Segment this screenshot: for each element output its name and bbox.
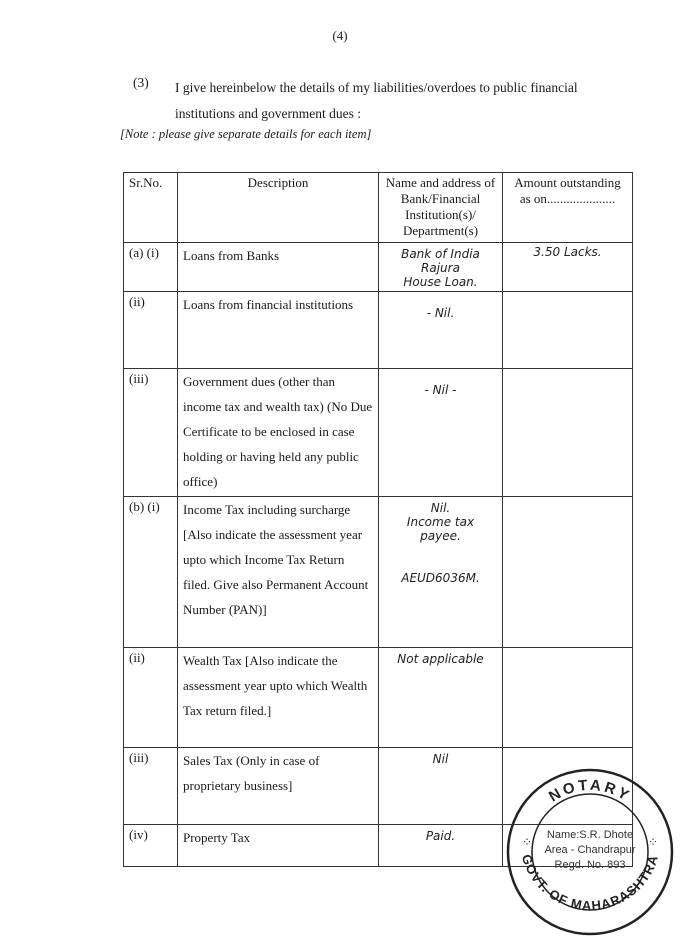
stamp-text: Regd. No. 893 — [554, 859, 626, 871]
stamp-text: Name:S.R. Dhote — [546, 829, 634, 841]
section-number: (3) — [133, 75, 149, 90]
svg-text:NOTARY — [546, 777, 634, 806]
amount — [503, 648, 633, 748]
table-row — [124, 369, 633, 497]
handwritten-line: Rajura — [421, 261, 460, 275]
description: Wealth Tax [Also indicate the assessment year upto which Wealth Tax return filed.] — [178, 648, 379, 748]
bank-details — [379, 292, 503, 369]
sr-no: (b) (i) — [124, 497, 178, 648]
bank-details — [379, 825, 503, 867]
handwritten-line — [384, 557, 497, 571]
handwritten-line: House Loan. — [403, 275, 478, 289]
bank-details — [379, 497, 503, 648]
table-row — [124, 243, 633, 292]
amount — [503, 292, 633, 369]
sr-no: (ii) — [124, 648, 178, 748]
handwritten-line: Paid. — [425, 829, 456, 843]
description: Income Tax including surcharge [Also indicate the assessment year upto which Income Tax Return filed. Give also Permanent Account Number (PAN)] — [178, 497, 379, 648]
bank-details — [379, 243, 503, 292]
bank-details — [379, 369, 503, 497]
description: Government dues (other than income tax and wealth tax) (No Due Certificate to be enclosed in case holding or having held any public office) — [178, 369, 379, 497]
ornament-icon: ⁘ — [648, 835, 659, 849]
sr-no: (ii) — [124, 292, 178, 369]
ornament-icon: ⁘ — [522, 835, 533, 849]
description: Sales Tax (Only in case of proprietary business] — [178, 748, 379, 825]
stamp-text: Area - Chandrapur — [544, 844, 636, 856]
amount — [503, 497, 633, 648]
handwritten-line: - Nil. — [426, 306, 455, 320]
sr-no: (iii) — [124, 369, 178, 497]
header-amount: Amount outstanding as on..................... — [503, 173, 633, 243]
bank-details — [379, 648, 503, 748]
header-description: Description — [178, 173, 379, 243]
section-text: I give hereinbelow the details of my liabilities/overdoes to public financial institutions and government dues : — [175, 80, 578, 121]
description: Property Tax — [178, 825, 379, 867]
handwritten-line: - Nil - — [424, 383, 457, 397]
handwritten-line: AEUD6036M. — [401, 571, 480, 585]
handwritten-line: payee. — [420, 529, 461, 543]
sr-no: (a) (i) — [124, 243, 178, 292]
stamp-text: NOTARY — [546, 776, 635, 806]
handwritten-line — [384, 543, 497, 557]
handwritten-line: Not applicable — [397, 652, 484, 666]
amount: 3.50 Lacks. — [503, 243, 633, 292]
table-header-row — [124, 173, 633, 243]
notary-stamp — [500, 760, 680, 936]
table-row — [124, 497, 633, 648]
description: Loans from financial institutions — [178, 292, 379, 369]
handwritten-line: Nil. — [430, 501, 451, 515]
handwritten-line: Income tax — [406, 515, 475, 529]
page-number: (4) — [332, 28, 348, 43]
table-row — [124, 648, 633, 748]
handwritten-line: Bank of India — [401, 247, 480, 261]
amount — [503, 369, 633, 497]
table-row — [124, 292, 633, 369]
header-srno: Sr.No. — [124, 173, 178, 243]
handwritten-line: Nil — [432, 752, 449, 766]
description: Loans from Banks — [178, 243, 379, 292]
bank-details — [379, 748, 503, 825]
sr-no: (iii) — [124, 748, 178, 825]
stamp-text: GOVT. OF MAHARASHTRA — [518, 852, 662, 914]
sr-no: (iv) — [124, 825, 178, 867]
header-bank: Name and address of Bank/Financial Institution(s)/ Department(s) — [379, 173, 503, 243]
section-note: [Note : please give separate details for each item] — [120, 127, 372, 141]
